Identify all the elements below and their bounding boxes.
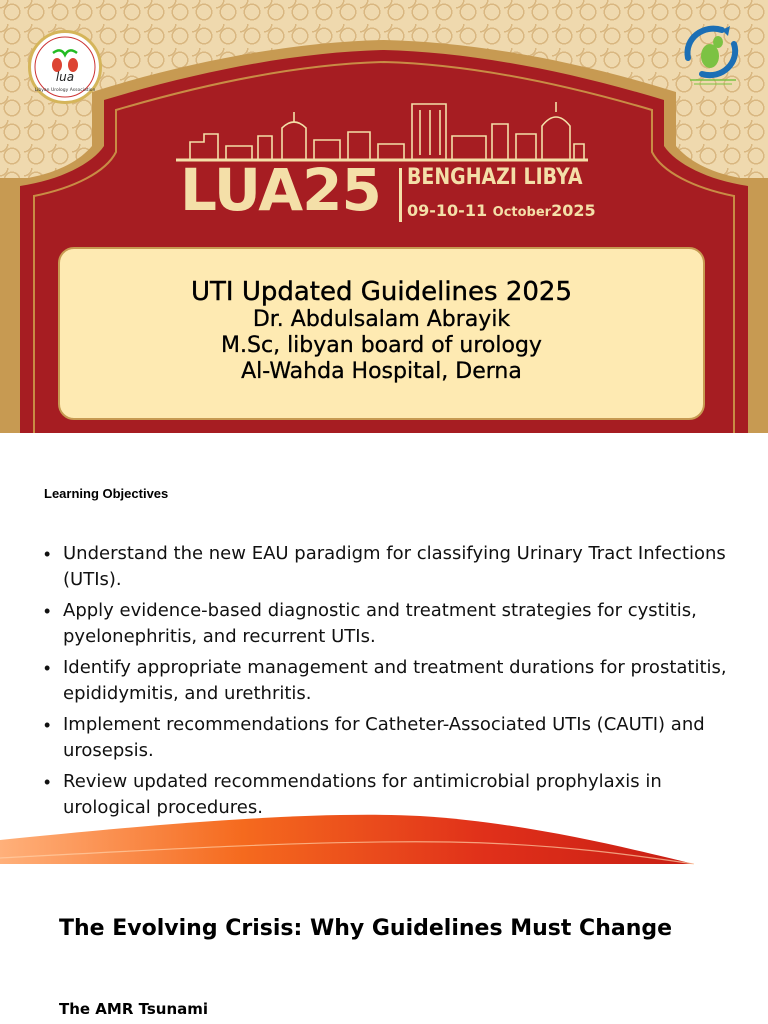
list-item: • Apply evidence-based diagnostic and treatment strategies for cystitis, pyelonephritis, and recurrent UTIs.	[44, 600, 697, 647]
bullet-icon: •	[44, 772, 51, 792]
event-year: 2025	[551, 201, 596, 220]
event-month: October	[492, 205, 552, 220]
title-panel	[58, 247, 705, 420]
event-dates	[407, 201, 596, 220]
list-item: • Understand the new EAU paradigm for classifying Urinary Tract Infections (UTIs).	[44, 543, 726, 590]
orange-swoosh-decoration	[0, 800, 768, 870]
cover-slide	[0, 0, 768, 433]
crisis-subtitle: The AMR Tsunami	[59, 1000, 209, 1018]
svg-text:lua: lua	[55, 70, 75, 84]
talk-title: UTI Updated Guidelines 2025	[190, 277, 573, 307]
speaker-affiliation: Al-Wahda Hospital, Derna	[241, 359, 522, 384]
bullet-icon: •	[44, 658, 51, 678]
crisis-title: The Evolving Crisis: Why Guidelines Must Change	[59, 916, 673, 941]
speaker-name: Dr. Abdulsalam Abrayik	[252, 307, 511, 332]
speaker-qualifications: M.Sc, libyan board of urology	[221, 333, 542, 358]
libyan-urology-association-logo	[28, 30, 102, 104]
objectives-heading: Learning Objectives	[44, 486, 169, 501]
list-item: • Implement recommendations for Catheter-Associated UTIs (CAUTI) and urosepsis.	[44, 714, 705, 761]
event-city: BENGHAZI LIBYA	[407, 165, 583, 190]
society-swirl-logo	[676, 18, 746, 88]
event-divider	[399, 168, 402, 222]
bullet-icon: •	[44, 601, 51, 621]
event-days: 09-10-11	[407, 201, 488, 220]
list-item: • Identify appropriate management and treatment durations for prostatitis, epididymitis, and urethritis.	[44, 657, 727, 704]
bullet-icon: •	[44, 715, 51, 735]
objectives-list	[44, 541, 734, 826]
list-item: • Review updated recommendations for antimicrobial prophylaxis in urological procedures.	[44, 771, 662, 818]
event-name: LUA25	[180, 156, 381, 224]
svg-text:Libyan Urology Association: Libyan Urology Association	[34, 88, 96, 93]
bullet-icon: •	[44, 544, 51, 564]
